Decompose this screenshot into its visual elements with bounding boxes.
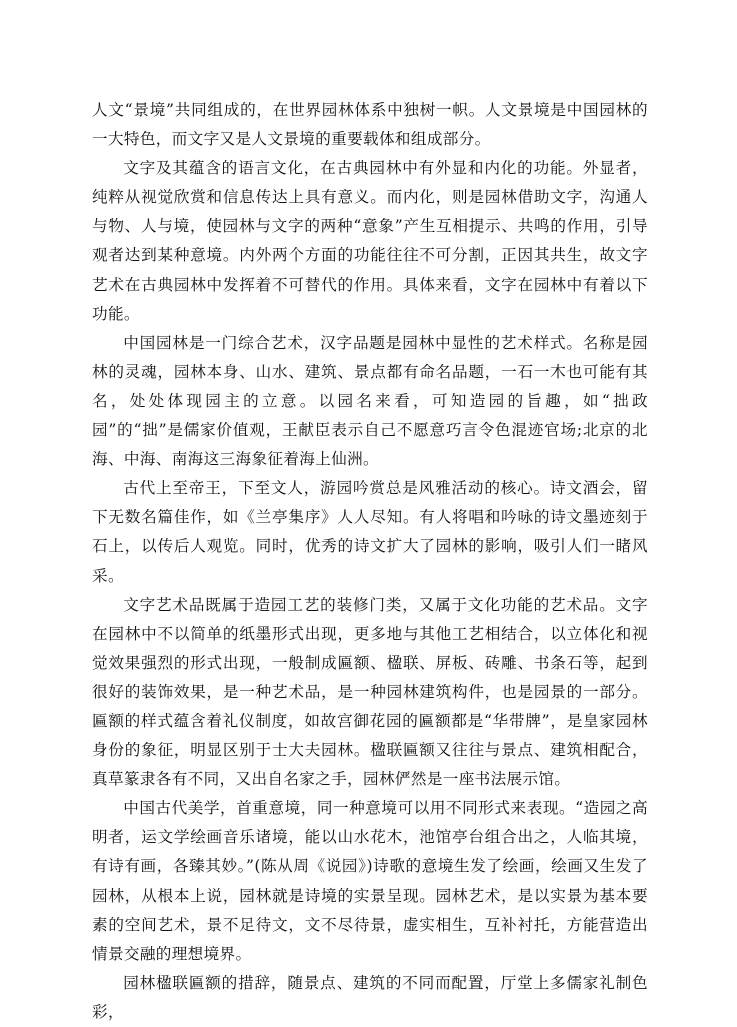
paragraph-3: 中国园林是一门综合艺术，汉字品题是园林中显性的艺术样式。名称是园林的灵魂，园林本身、山水、建筑、景点都有命名品题，一石一木也可能有其名，处处体现园主的立意。以园名来看，可知造园的旨趣，如“拙政园”的“拙”是儒家价值观，王献臣表示自己不愿意巧言令色混迹官场;北京的北海、中海、南海这三海象征着海上仙洲。: [92, 333, 648, 469]
paragraph-5: 文字艺术品既属于造园工艺的装修门类，又属于文化功能的艺术品。文字在园林中不以简单的纸墨形式出现，更多地与其他工艺相结合，以立体化和视觉效果强烈的形式出现，一般制成匾额、楹联、屏板、砖雕、书条石等，起到很好的装饰效果，是一种艺术品，是一种园林建筑构件，也是园景的一部分。匾额的样式蕴含着礼仪制度，如故宫御花园的匾额都是“华带牌”，是皇家园林身份的象征，明显区别于士大夫园林。楹联匾额又往往与景点、建筑相配合，真草篆隶各有不同，又出自名家之手，园林俨然是一座书法展示馆。: [92, 595, 648, 789]
paragraph-7: 园林楹联匾额的措辞，随景点、建筑的不同而配置，厅堂上多儒家礼制色彩，: [92, 973, 648, 1021]
paragraph-1: 人文“景境”共同组成的，在世界园林体系中独树一帜。人文景境是中国园林的一大特色，而文字又是人文景境的重要载体和组成部分。: [92, 101, 648, 149]
paragraph-4: 古代上至帝王，下至文人，游园吟赏总是风雅活动的核心。诗文酒会，留下无数名篇佳作，如《兰亭集序》人人尽知。有人将唱和吟咏的诗文墨迹刻于石上，以传后人观览。同时，优秀的诗文扩大了园林的影响，吸引人们一睹风采。: [92, 479, 648, 585]
body-text: [92, 96, 648, 1027]
paragraph-6: 中国古代美学，首重意境，同一种意境可以用不同形式来表现。“造园之高明者，运文学绘画音乐诸境，能以山水花木，池馆亭台组合出之，人临其境，有诗有画，各臻其妙。”(陈从周《说园》)诗歌的意境生发了绘画，绘画又生发了园林，从根本上说，园林就是诗境的实景呈现。园林艺术，是以实景为基本要素的空间艺术，景不足待文，文不尽待景，虚实相生，互补衬托，方能营造出情景交融的理想境界。: [92, 799, 648, 963]
paragraph-2: 文字及其蕴含的语言文化，在古典园林中有外显和内化的功能。外显者，纯粹从视觉欣赏和信息传达上具有意义。而内化，则是园林借助文字，沟通人与物、人与境，使园林与文字的两种“意象”产生互相提示、共鸣的作用，引导观者达到某种意境。内外两个方面的功能往往不可分割，正因其共生，故文字艺术在古典园林中发挥着不可替代的作用。具体来看，文字在园林中有着以下功能。: [92, 159, 648, 323]
